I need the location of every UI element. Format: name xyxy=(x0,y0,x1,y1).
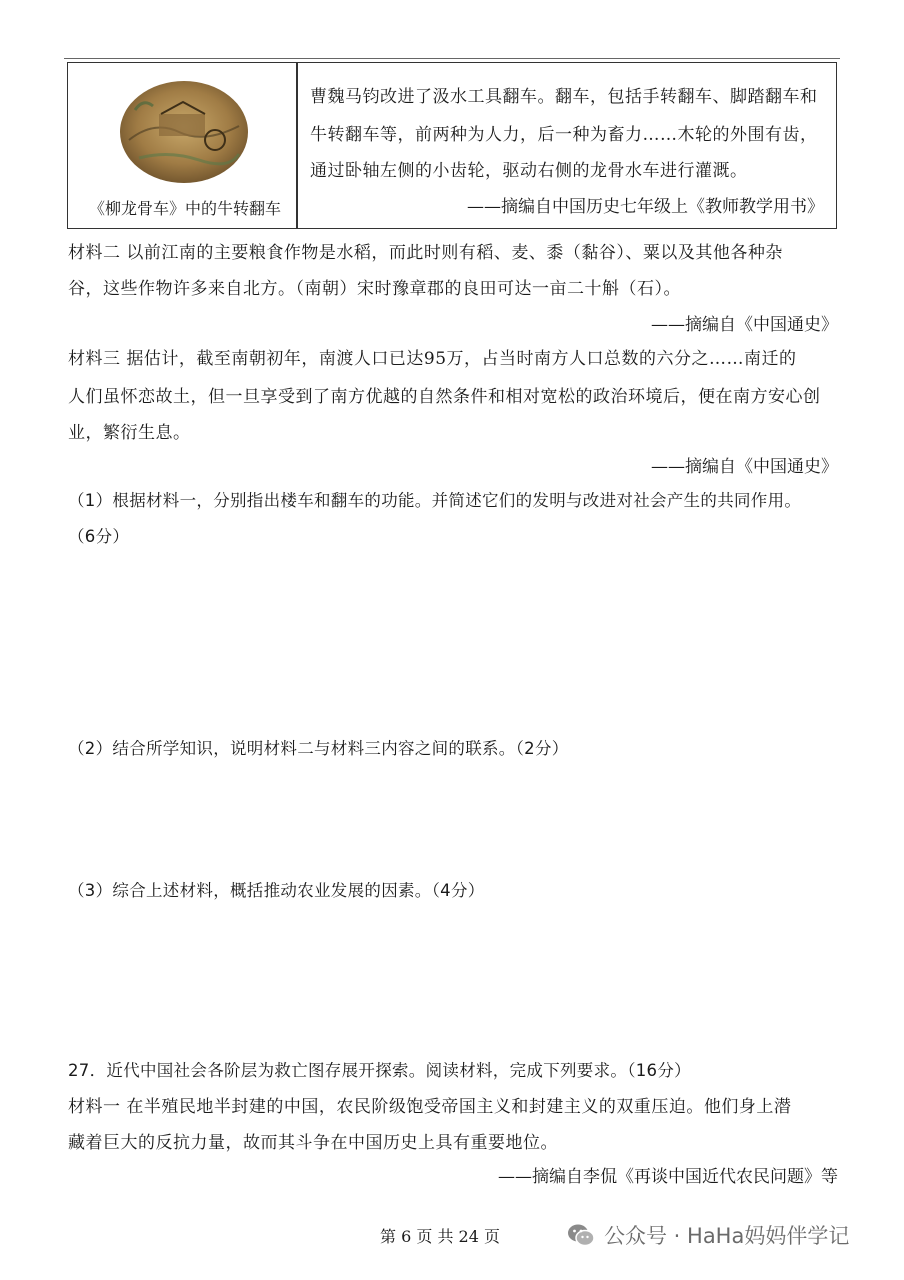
table-divider xyxy=(296,62,298,229)
page-number: 第 6 页 共 24 页 xyxy=(380,1227,500,1246)
question-2: （2）结合所学知识，说明材料二与材料三内容之间的联系。（2分） xyxy=(68,739,569,758)
table-text-line: 牛转翻车等，前两种为人力，后一种为畜力……木轮的外围有齿， xyxy=(310,125,818,145)
material2-line: 材料二 以前江南的主要粮食作物是水稻，而此时则有稻、麦、黍（黏谷）、粟以及其他各种杂 xyxy=(68,243,783,263)
material2-source: ——摘编自《中国通史》 xyxy=(651,315,838,335)
question-1: （1）根据材料一，分别指出楼车和翻车的功能。并简述它们的发明与改进对社会产生的共同作用。 xyxy=(68,491,802,510)
question-1-score: （6分） xyxy=(68,527,130,546)
material3-source: ——摘编自《中国通史》 xyxy=(651,457,838,477)
material3-line: 材料三 据估计，截至南朝初年，南渡人口已达95万，占当时南方人口总数的六分之……南迁的 xyxy=(68,349,797,369)
q27-material1-line: 材料一 在半殖民地半封建的中国，农民阶级饱受帝国主义和封建主义的双重压迫。他们身上潜 xyxy=(68,1097,792,1117)
question-27-heading: 27．近代中国社会各阶层为救亡图存展开探索。阅读材料，完成下列要求。（16分） xyxy=(68,1061,691,1080)
watermark xyxy=(566,1220,849,1250)
painting-image xyxy=(119,80,249,184)
material3-line: 人们虽怀恋故土，但一旦享受到了南方优越的自然条件和相对宽松的政治环境后，便在南方安心创 xyxy=(68,387,821,407)
image-caption: 《柳龙骨车》中的牛转翻车 xyxy=(88,199,281,218)
table-source: ——摘编自中国历史七年级上《教师教学用书》 xyxy=(467,197,824,217)
top-rule xyxy=(64,58,840,59)
table-text-line: 曹魏马钧改进了汲水工具翻车。翻车，包括手转翻车、脚踏翻车和 xyxy=(310,87,818,107)
watermark-text: 公众号 · HaHa妈妈伴学记 xyxy=(604,1224,850,1248)
question-3: （3）综合上述材料，概括推动农业发展的因素。（4分） xyxy=(68,881,485,900)
table-text-line: 通过卧轴左侧的小齿轮，驱动右侧的龙骨水车进行灌溉。 xyxy=(310,161,748,181)
material2-line: 谷，这些作物许多来自北方。（南朝）宋时豫章郡的良田可达一亩二十斛（石）。 xyxy=(68,279,681,299)
material3-line: 业，繁衍生息。 xyxy=(68,423,191,443)
q27-material1-line: 藏着巨大的反抗力量，故而其斗争在中国历史上具有重要地位。 xyxy=(68,1133,558,1153)
wechat-icon xyxy=(566,1220,596,1250)
q27-source: ——摘编自李侃《再谈中国近代农民问题》等 xyxy=(498,1167,838,1187)
